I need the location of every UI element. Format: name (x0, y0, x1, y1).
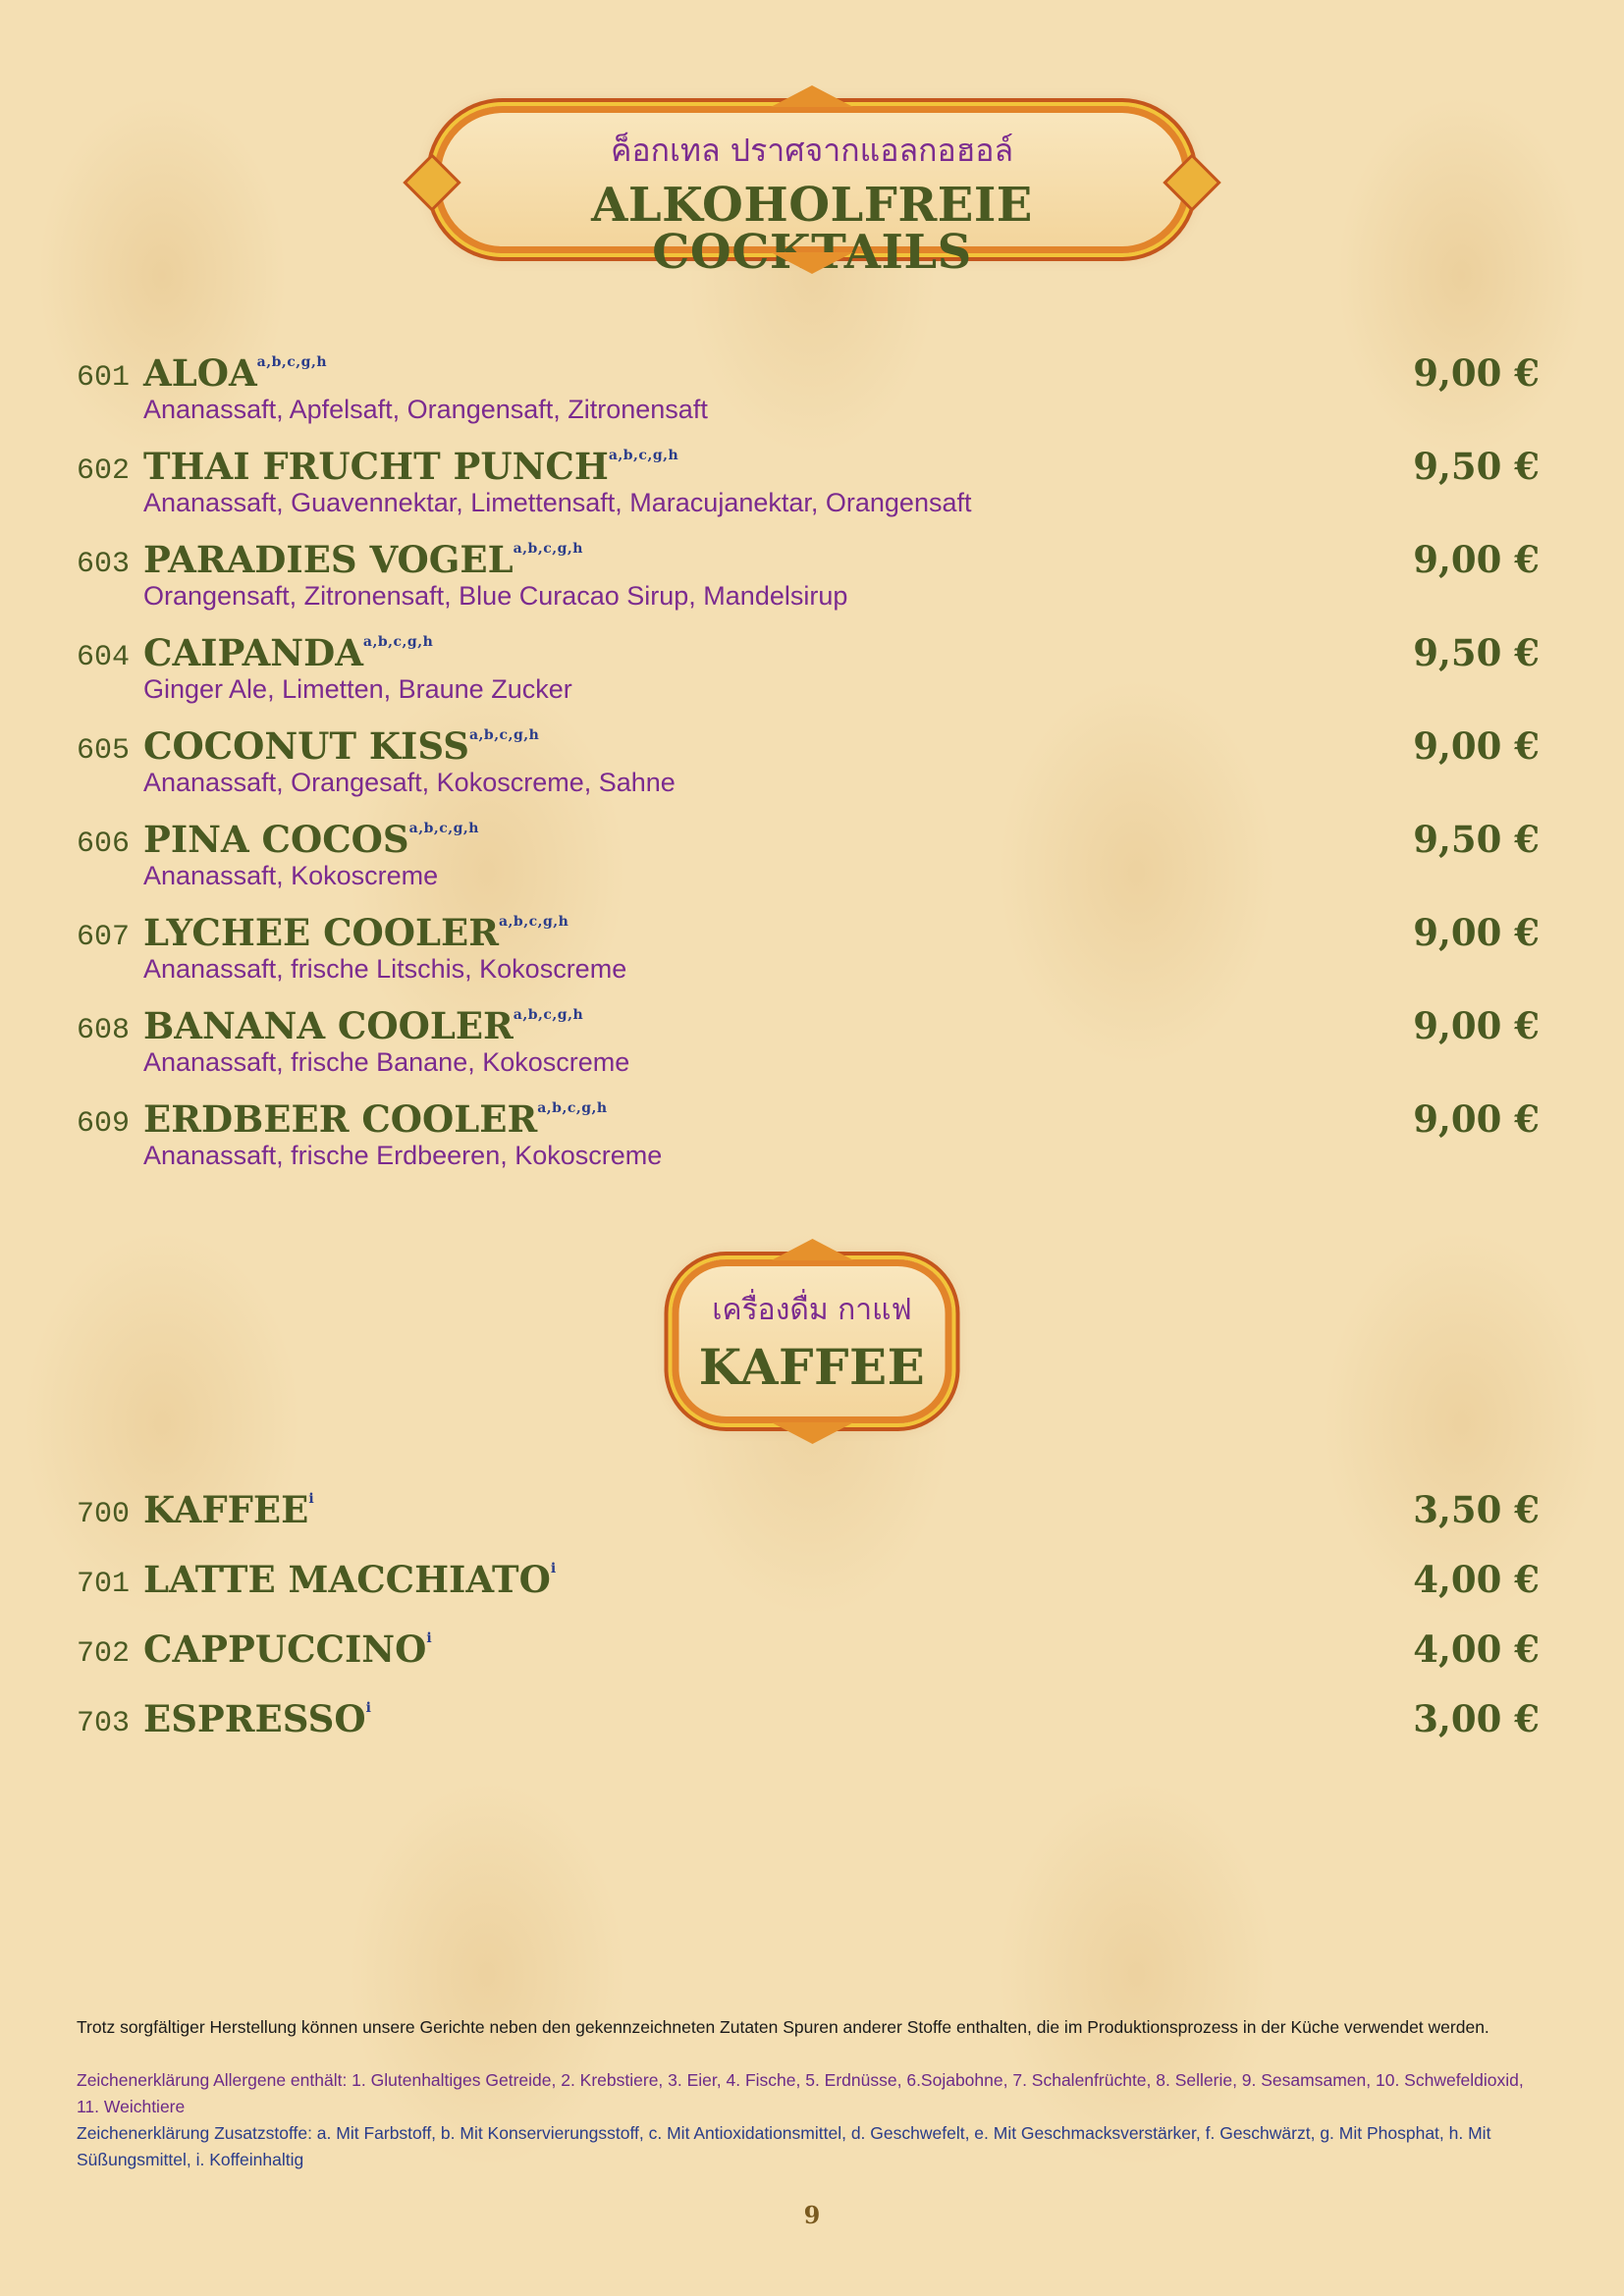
item-description: Ananassaft, Guavennektar, Limettensaft, Maracujanektar, Orangensaft (143, 488, 972, 517)
item-number: 703 (77, 1707, 131, 1740)
item-description: Ananassaft, Orangesaft, Kokoscreme, Sahne (143, 768, 676, 797)
item-allergens: a,b,c,g,h (513, 1007, 584, 1023)
additive-legend: Zeichenerklärung Zusatzstoffe: a. Mit Farbstoff, b. Mit Konservierungsstoff, c. Mit Antioxidationsmittel, d. Geschwefelt, e. Mit Geschmacksverstärker, f. Geschwärzt, g. Mit Phosphat, h. Mit Süßungsmittel, i. Koffeinhaltig (77, 2123, 1491, 2169)
menu-item (77, 1558, 1540, 1607)
item-number: 603 (77, 548, 131, 581)
menu-item (77, 538, 1540, 612)
item-name: LATTE MACCHIATO$^i$ (143, 1558, 557, 1601)
item-description: Ananassaft, Apfelsaft, Orangensaft, Zitronensaft (143, 395, 708, 424)
menu-item (77, 351, 1540, 425)
coffee-section-title: KAFFEE (698, 1338, 926, 1396)
item-price: 9,00 € (1413, 1004, 1540, 1047)
item-number: 701 (77, 1568, 131, 1601)
item-name: LYCHEE COOLER$^{a,b,c,g,h}$ (143, 911, 569, 954)
item-price: 9,50 € (1413, 818, 1540, 861)
item-name: PARADIES VOGEL$^{a,b,c,g,h}$ (143, 538, 583, 581)
item-number: 608 (77, 1014, 131, 1047)
item-price: 4,00 € (1413, 1558, 1540, 1601)
item-number: 601 (77, 361, 131, 395)
item-name: ESPRESSO$^i$ (143, 1697, 372, 1740)
crest-ornament (771, 85, 853, 107)
item-name: PINA COCOS$^{a,b,c,g,h}$ (143, 818, 479, 861)
item-name: THAI FRUCHT PUNCH$^{a,b,c,g,h}$ (143, 445, 679, 488)
item-description: Ginger Ale, Limetten, Braune Zucker (143, 674, 572, 704)
item-allergens: a,b,c,g,h (537, 1100, 608, 1116)
item-price: 9,00 € (1413, 538, 1540, 581)
item-name: ALOA$^{a,b,c,g,h}$ (143, 351, 328, 395)
item-allergens: a,b,c,g,h (256, 354, 328, 370)
menu-item (77, 911, 1540, 985)
allergen-legend: Zeichenerklärung Allergene enthält: 1. Glutenhaltiges Getreide, 2. Krebstiere, 3. Eier, 4. Fische, 5. Erdnüsse, 6.Sojabohne, 7. Schalenfrüchte, 8. Sellerie, 9. Sesamsamen, 10. Schwefeldioxid, 11. Weichtiere (77, 2070, 1524, 2116)
crest-ornament (771, 252, 853, 274)
item-name: ERDBEER COOLER$^{a,b,c,g,h}$ (143, 1097, 608, 1141)
coffee-header-frame (673, 1259, 952, 1423)
item-name: KAFFEE$^i$ (143, 1488, 315, 1531)
cocktails-thai-title: ค็อกเทล ปราศจากแอลกอฮอล์ (610, 132, 1014, 169)
item-description: Ananassaft, Kokoscreme (143, 861, 439, 890)
item-price: 9,00 € (1413, 1097, 1540, 1141)
item-allergens: a,b,c,g,h (608, 448, 679, 463)
menu-item (77, 1628, 1540, 1677)
item-allergens: i (550, 1561, 557, 1576)
item-price: 9,50 € (1413, 631, 1540, 674)
item-allergens: i (426, 1630, 433, 1646)
cocktails-header-frame (434, 106, 1190, 280)
item-number: 605 (77, 734, 131, 768)
item-description: Ananassaft, frische Litschis, Kokoscreme (143, 954, 627, 984)
menu-item (77, 1097, 1540, 1171)
item-price: 9,50 € (1413, 445, 1540, 488)
item-allergens: i (365, 1700, 372, 1716)
cocktails-section-title: ALKOHOLFREIE COCKTAILS (591, 178, 1033, 280)
item-number: 602 (77, 454, 131, 488)
menu-item (77, 818, 1540, 891)
item-price: 4,00 € (1413, 1628, 1540, 1671)
item-number: 607 (77, 921, 131, 954)
menu-item (77, 445, 1540, 518)
item-price: 9,00 € (1413, 724, 1540, 768)
item-description: Orangensaft, Zitronensaft, Blue Curacao Sirup, Mandelsirup (143, 581, 848, 611)
item-name: COCONUT KISS$^{a,b,c,g,h}$ (143, 724, 540, 768)
item-price: 3,00 € (1413, 1697, 1540, 1740)
crest-ornament (771, 1422, 853, 1444)
item-price: 9,00 € (1413, 351, 1540, 395)
menu-item (77, 1488, 1540, 1537)
item-allergens: i (308, 1491, 315, 1507)
item-number: 702 (77, 1637, 131, 1671)
crest-ornament (771, 1239, 853, 1260)
page-number: 9 (803, 2201, 821, 2229)
disclaimer-text: Trotz sorgfältiger Herstellung können unsere Gerichte neben den gekennzeichneten Zutaten Spuren anderer Stoffe enthalten, die im Produktionsprozess in der Küche verwendet werden. (77, 2017, 1489, 2037)
coffee-thai-title: เครื่องดื่ม กาแฟ (712, 1293, 912, 1327)
item-number: 604 (77, 641, 131, 674)
item-name: CAIPANDA$^{a,b,c,g,h}$ (143, 631, 434, 674)
item-allergens: a,b,c,g,h (498, 914, 569, 930)
menu-item (77, 1004, 1540, 1078)
item-allergens: a,b,c,g,h (362, 634, 434, 650)
item-allergens: a,b,c,g,h (408, 821, 479, 836)
item-price: 3,50 € (1413, 1488, 1540, 1531)
item-allergens: a,b,c,g,h (468, 727, 540, 743)
item-number: 700 (77, 1498, 131, 1531)
item-number: 606 (77, 828, 131, 861)
item-name: CAPPUCCINO$^i$ (143, 1628, 433, 1671)
item-allergens: a,b,c,g,h (513, 541, 583, 557)
item-number: 609 (77, 1107, 131, 1141)
item-description: Ananassaft, frische Erdbeeren, Kokoscreme (143, 1141, 663, 1170)
menu-item (77, 1697, 1540, 1746)
item-price: 9,00 € (1413, 911, 1540, 954)
menu-item (77, 631, 1540, 705)
item-name: BANANA COOLER$^{a,b,c,g,h}$ (143, 1004, 584, 1047)
menu-item (77, 724, 1540, 798)
item-description: Ananassaft, frische Banane, Kokoscreme (143, 1047, 630, 1077)
